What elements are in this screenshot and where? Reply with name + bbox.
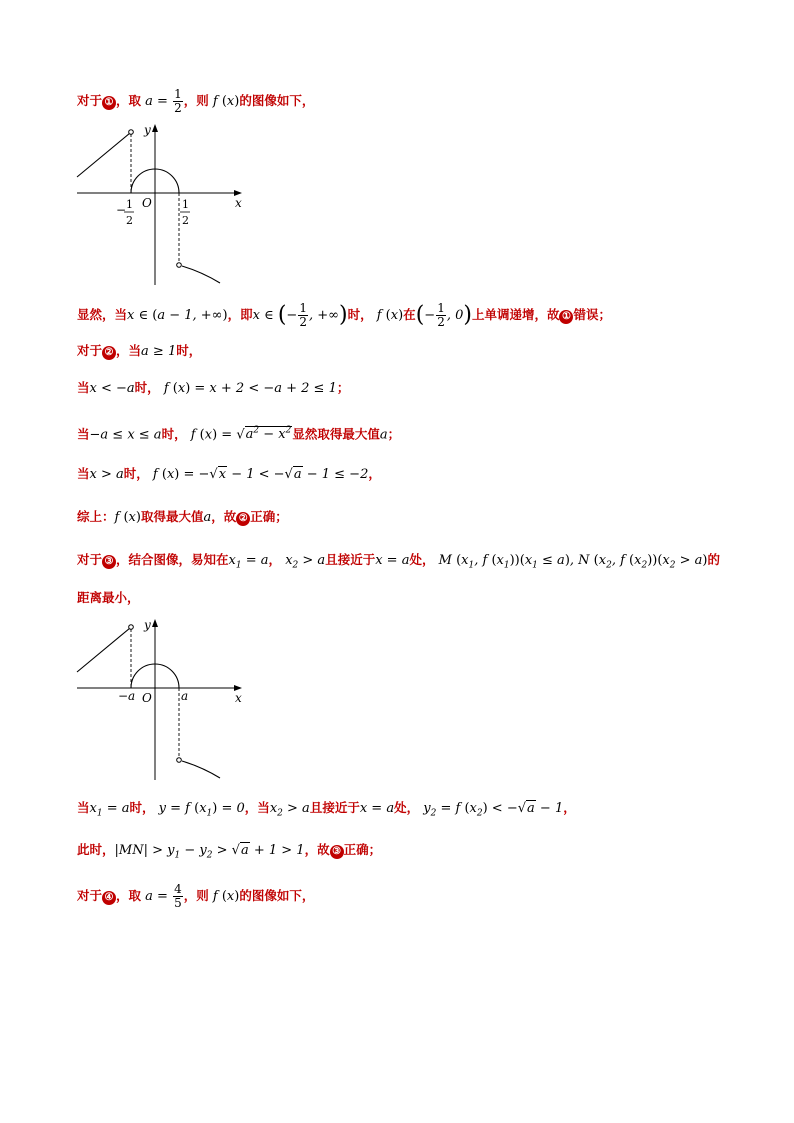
text: ，则 (183, 888, 209, 903)
half-num: 1 (182, 198, 189, 211)
line-2 (77, 302, 611, 329)
math-y: y = f $(x_1) = 0$ (158, 801, 245, 819)
math-x2: $x_2 > a$ (269, 801, 310, 819)
text: 上单调递增，故 (471, 307, 560, 322)
text: ，当 (244, 800, 270, 815)
math-expr: f $(x) = √a^2 - x^2$ (190, 426, 292, 443)
math-expr: f (x) = −√x − 1 < −√a − 1 ≤ −2 (152, 467, 369, 482)
math-cond: x > a (89, 467, 124, 482)
math-cond: −a ≤ x ≤ a (89, 427, 162, 443)
y-axis-label: y (144, 123, 151, 137)
math-cond: a ≥ 1 (141, 344, 177, 359)
text: ，故 (304, 842, 330, 857)
math-interval-2: (− $\frac{1}{2}$ , 0) (415, 301, 472, 329)
math-a: a (379, 427, 388, 443)
text: 此时， (77, 842, 115, 857)
text: ，结合图像，易知在 (116, 552, 229, 567)
math-fx: f (x) (212, 94, 240, 109)
function-graph-2 (72, 615, 252, 785)
line-4: 当x < −a时， f (x) = x + 2 < −a + 2 ≤ 1； (77, 380, 350, 396)
text: 取得最大值 (140, 509, 204, 524)
text: ，则 (183, 93, 209, 108)
circled-two: ② (236, 512, 250, 526)
text: 正确； (343, 842, 382, 857)
text: 时， (176, 343, 202, 358)
text: 错误； (573, 307, 611, 322)
a-label: a (181, 689, 189, 703)
text: 综上： (77, 509, 115, 524)
math-a-half: a = $\frac{1}{2}$ (145, 87, 182, 115)
circled-four: ④ (102, 891, 116, 905)
text: 时， (123, 466, 149, 481)
math-expr: f (x) = x + 2 < −a + 2 ≤ 1 (163, 381, 337, 396)
text: 时， (161, 426, 187, 442)
text: 对于 (77, 343, 103, 358)
text: 当 (77, 426, 90, 442)
text: 时， (347, 307, 373, 322)
text: 处， (394, 800, 420, 815)
circled-three: ③ (330, 845, 344, 859)
math-y2: $y_2 = f$ $(x_2) < -√a - 1$ (423, 801, 564, 819)
math-xa: x = a (375, 553, 410, 568)
text: 正确； (250, 509, 288, 524)
text: 时， (134, 380, 160, 395)
line-5: 当−a ≤ x ≤ a时， f $(x) = √a^2 - x^2$显然取得最大值a； (77, 426, 401, 443)
text: ，故 (211, 509, 237, 524)
circled-one: ① (102, 96, 116, 110)
math-a-four-fifths: a = $\frac{4}{5}$ (145, 882, 182, 910)
function-graph-1 (72, 120, 252, 290)
neg-half-den: 2 (126, 214, 133, 227)
text: 在 (403, 307, 416, 322)
math-interval-1: x ∈ (− $\frac{1}{2}$ , +∞) (252, 301, 348, 329)
math-fx: f (x) (212, 889, 240, 904)
math-x1: $x_1 = a$ (228, 553, 269, 571)
line-12 (77, 883, 314, 910)
math-fx: f (x) (114, 510, 141, 525)
text: 且接近于 (325, 552, 376, 567)
text: 显然取得最大值 (292, 426, 380, 442)
line-7 (77, 507, 288, 528)
text: 距离最小， (77, 590, 140, 605)
neg-sign: − (116, 203, 127, 217)
text: 对于 (77, 888, 103, 903)
line-9 (77, 588, 140, 609)
line-3 (77, 341, 201, 362)
math-mn: $|MN| > y_1 - y_2 > √a + 1 > 1$ (114, 843, 305, 861)
circled-one: ① (559, 310, 573, 324)
circled-three: ③ (102, 555, 116, 569)
math-cond: x < −a (89, 381, 135, 396)
text: 对于 (77, 552, 103, 567)
text: ，当 (116, 343, 142, 358)
circled-two: ② (102, 346, 116, 360)
origin-label: O (142, 691, 152, 705)
text: 的 (707, 552, 721, 567)
text: 当 (77, 380, 90, 395)
line-1 (77, 88, 314, 115)
text: ，取 (116, 888, 142, 903)
line-6: 当x > a时， f (x) = −√x − 1 < −√a − 1 ≤ −2， (77, 466, 381, 482)
half-den: 2 (182, 214, 189, 227)
math-points: M ($x_1$, f $(x_1))(x_1 \le a)$, N ($x_2$, f $(x_2))(x_2 > a)$ (438, 553, 708, 571)
text: 对于 (77, 93, 103, 108)
math-x2: $x_2 > a$ (285, 553, 326, 571)
origin-label: O (142, 196, 152, 210)
x-axis-label: x (235, 196, 242, 210)
y-axis-label: y (144, 618, 151, 632)
math-fx: f (x) (376, 308, 404, 323)
math-domain: x ∈ (a − 1, +∞) (127, 308, 228, 323)
x-axis-label: x (235, 691, 242, 705)
text: ，即 (227, 307, 253, 322)
text: 的图像如下， (239, 93, 315, 108)
line-11 (77, 840, 381, 866)
math-a: a (203, 510, 212, 525)
text: 且接近于 (309, 800, 360, 815)
text: 当 (77, 800, 90, 815)
neg-a-label: −a (118, 689, 136, 703)
text: 处， (409, 552, 435, 567)
text: ， (268, 552, 282, 567)
math-x1: $x_1 = a$ (89, 801, 130, 819)
text: 时， (129, 800, 155, 815)
text: 显然，当 (77, 307, 128, 322)
line-10: 当$x_1 = a$时， y = f $(x_1) = 0$，当$x_2 > a$且接近于x = a处， $y_2 = f$ $(x_2) < -√a - 1$， (77, 800, 576, 819)
text: 的图像如下， (239, 888, 315, 903)
text: 当 (77, 466, 90, 481)
text: ，取 (116, 93, 142, 108)
math-xa: x = a (359, 801, 395, 816)
neg-half-num: 1 (126, 198, 133, 211)
line-8 (77, 550, 720, 576)
